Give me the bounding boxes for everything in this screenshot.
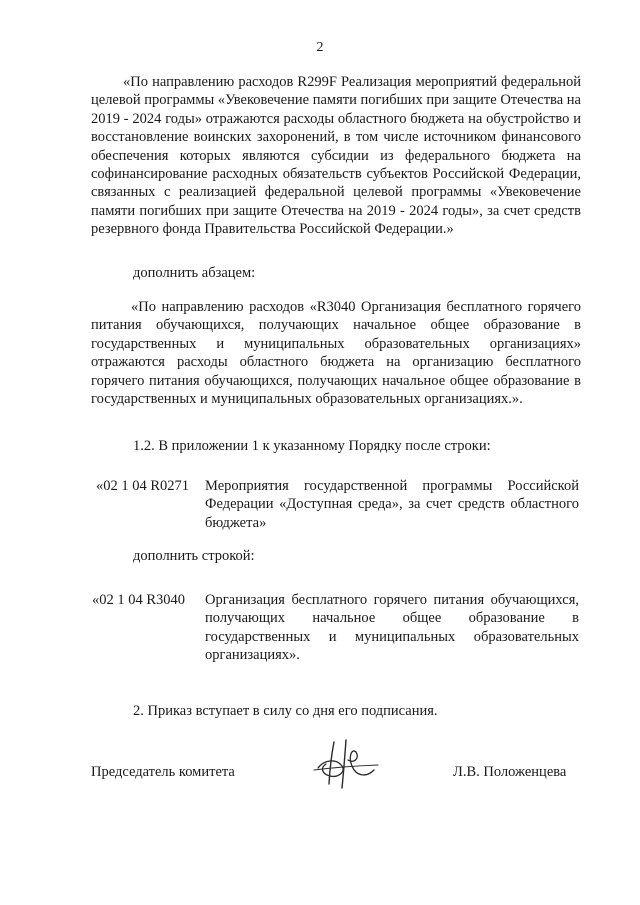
point-2: 2. Приказ вступает в силу со дня его подписания. [133, 703, 438, 719]
point-1-2: 1.2. В приложении 1 к указанному Порядку после строки: [133, 438, 491, 454]
row-2-text: Организация бесплатного горячего питания обучающихся, получающих начальное общее образование в государственных и муниципальных образовательных организациях». [205, 592, 579, 664]
row-2-code: «02 1 04 R3040 [92, 592, 186, 608]
signer-name: Л.В. Положенцева [453, 764, 567, 780]
paragraph-r3040: «По направлению расходов «R3040 Организация бесплатного горячего питания обучающихся, получающих начальное общее образование в государственных и муниципальных образовательных организациях» отражаются расходы областного бюджета на организацию бесплатного горячего питания обучающихся, получающих начальное общее образование в государственных и муниципальных образовательных организациях.». [91, 299, 581, 408]
paragraph-r299f: «По направлению расходов R299F Реализация мероприятий федеральной целевой программы «Увековечение памяти погибших при защите Отечества на 2019 - 2024 годы» отражаются расходы областного бюджета на обустройство и восстановление воинских захоронений, в том числе источником финансового обеспечения которых являются субсидии из федерального бюджета на софинансирование расходных обязательств субъектов Российской Федерации, связанных с реализацией федеральной целевой программы «Увековечение памяти погибших при защите Отечества на 2019 - 2024 годы», за счет средств резервного фонда Правительства Российской Федерации.» [91, 74, 581, 238]
supplement-row-label: дополнить строкой: [133, 548, 255, 564]
page-number: 2 [316, 40, 324, 55]
handwritten-signature [312, 738, 382, 790]
row-1-text: Мероприятия государственной программы Российской Федерации «Доступная среда», за счет средств областного бюджета» [205, 478, 579, 531]
signer-title: Председатель комитета [91, 764, 235, 780]
supplement-paragraph-label: дополнить абзацем: [133, 265, 256, 281]
row-1-code: «02 1 04 R0271 [96, 478, 190, 494]
